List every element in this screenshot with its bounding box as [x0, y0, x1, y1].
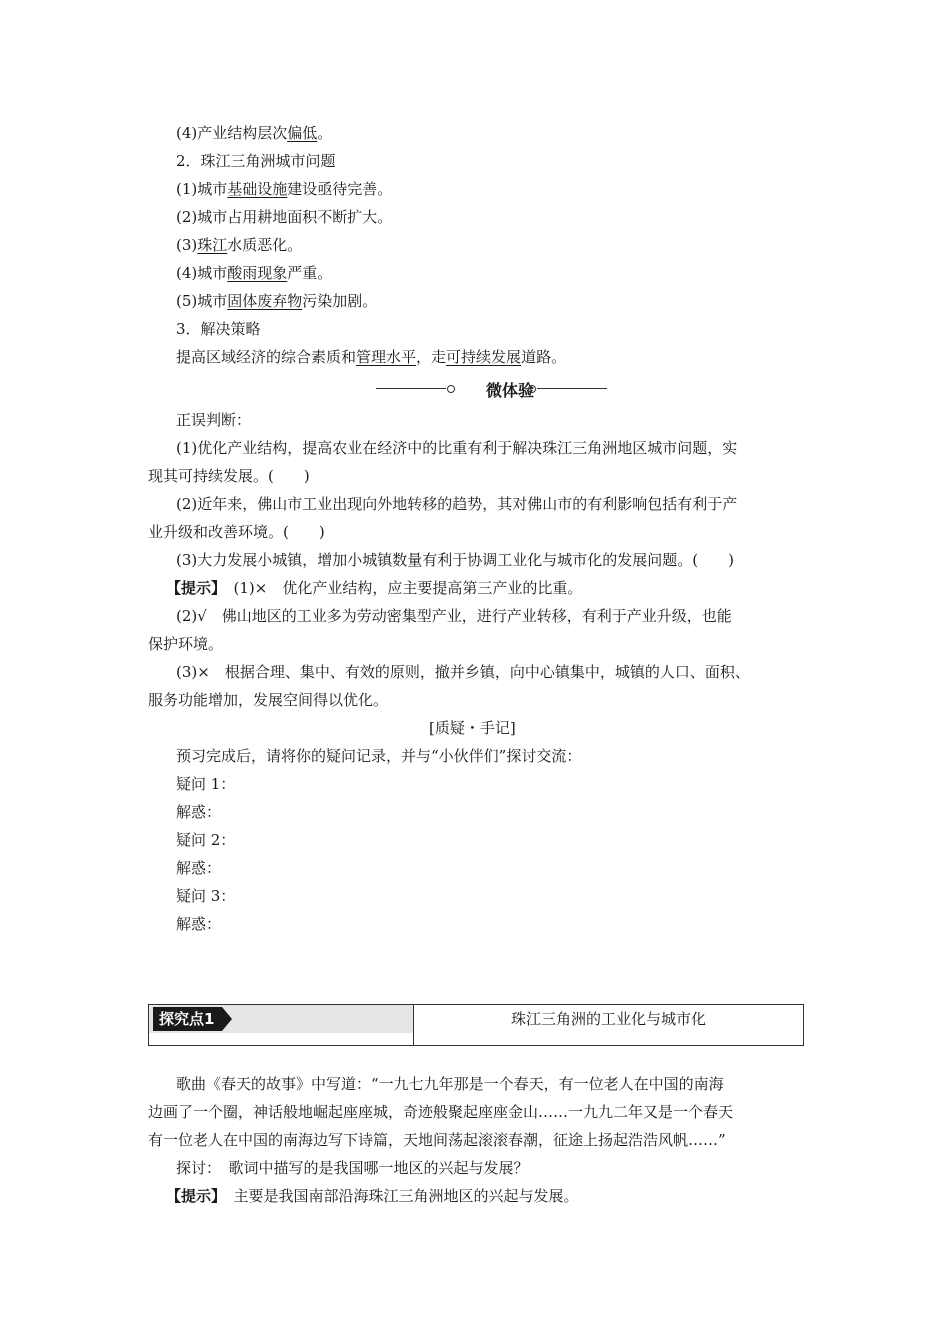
text: 污染加剧。: [302, 292, 378, 310]
text: 水质恶化。: [227, 236, 303, 254]
item-farmland: (2)城市占用耕地面积不断扩大。: [176, 208, 393, 226]
divider-dot-left: [447, 385, 455, 393]
discussion-hint: [166, 1186, 579, 1206]
lyrics-line-2: 边画了一个圈，神话般地崛起座座城，奇迹般聚起座座金山……一九九二年又是一个春天: [148, 1103, 734, 1121]
text: (4)城市: [176, 264, 228, 282]
item-water-quality: [176, 235, 302, 255]
question-2-line-1: (2)近年来，佛山市工业出现向外地转移的趋势，其对佛山市的有利影响包括有利于产: [176, 495, 738, 513]
answer-blank: 基础设施: [227, 180, 288, 198]
hint-label: 【提示】: [166, 579, 219, 597]
lyrics-line-1: 歌曲《春天的故事》中写道：“一九七九年那是一个春天，有一位老人在中国的南海: [176, 1075, 724, 1093]
lyrics-line-3: 有一位老人在中国的南海边写下诗篇，天地间荡起滚滚春潮，征途上扬起浩浩风帆……”: [148, 1131, 726, 1149]
hint-label: 【提示】: [166, 1187, 219, 1205]
discussion-question: 探讨： 歌词中描写的是我国哪一地区的兴起与发展？: [176, 1159, 529, 1177]
text: 主要是我国南部沿海珠江三角洲地区的兴起与发展。: [218, 1187, 579, 1205]
strategy-text: [176, 347, 566, 367]
answer-blank: 珠江: [197, 236, 228, 254]
text: ，走: [416, 348, 447, 366]
item-structure-level: [176, 123, 332, 143]
answer-blank: 管理水平: [356, 348, 417, 366]
answer-blank: 固体废弃物: [227, 292, 303, 310]
notes-intro: 预习完成后，请将你的疑问记录，并与“小伙伴们”探讨交流：: [176, 747, 582, 765]
hint-3-line-2: 服务功能增加，发展空间得以优化。: [148, 691, 389, 709]
question-1-label: 疑问 1：: [176, 775, 236, 793]
text: 严重。: [287, 264, 333, 282]
answer-1-label: 解惑：: [176, 803, 222, 821]
text: (1)× 优化产业结构，应主要提高第三产业的比重。: [218, 579, 583, 597]
answer-3-label: 解惑：: [176, 915, 222, 933]
divider-right: [537, 388, 607, 389]
question-2-label: 疑问 2：: [176, 831, 236, 849]
explore-label-area: [149, 1005, 413, 1033]
explore-point-header: [148, 1004, 804, 1046]
question-2-line-2: 业升级和改善环境。( ): [148, 523, 325, 541]
text: (3): [176, 236, 198, 254]
text: (1)城市: [176, 180, 228, 198]
item-solid-waste: [176, 291, 377, 311]
question-1-line-2: 现其可持续发展。( ): [148, 467, 310, 485]
explore-point-title: 珠江三角洲的工业化与城市化: [510, 1010, 706, 1028]
text: 。: [317, 124, 333, 142]
text: (4)产业结构层次: [176, 124, 288, 142]
answer-blank: 可持续发展: [446, 348, 522, 366]
explore-point-label: 探究点1: [153, 1007, 222, 1031]
question-3-label: 疑问 3：: [176, 887, 236, 905]
section-title-micro-experience: 微体验: [486, 381, 535, 400]
answer-blank: 酸雨现象: [227, 264, 288, 282]
hint-2-line-1: (2)√ 佛山地区的工业多为劳动密集型产业，进行产业转移，有利于产业升级，也能: [176, 607, 732, 625]
text: 提高区域经济的综合素质和: [176, 348, 357, 366]
text: (5)城市: [176, 292, 228, 310]
section-heading-urban-problems: 2．珠江三角洲城市问题: [176, 152, 336, 170]
judgement-intro: 正误判断：: [176, 411, 252, 429]
section-heading-strategy: 3．解决策略: [176, 320, 261, 338]
item-acid-rain: [176, 263, 332, 283]
divider-left: [376, 388, 446, 389]
notes-title: [质疑・手记]: [429, 719, 516, 737]
text: 道路。: [521, 348, 567, 366]
answer-2-label: 解惑：: [176, 859, 222, 877]
text: 建设亟待完善。: [287, 180, 393, 198]
question-1-line-1: (1)优化产业结构，提高农业在经济中的比重有利于解决珠江三角洲地区城市问题，实: [176, 439, 738, 457]
hint-1: [166, 578, 582, 598]
question-3: (3)大力发展小城镇，增加小城镇数量有利于协调工业化与城市化的发展问题。( ): [176, 551, 734, 569]
answer-blank: 偏低: [287, 124, 318, 142]
divider-dot-right: [528, 385, 536, 393]
hint-2-line-2: 保护环境。: [148, 635, 224, 653]
hint-3-line-1: (3)× 根据合理、集中、有效的原则，撤并乡镇，向中心镇集中，城镇的人口、面积、: [176, 663, 750, 681]
item-infrastructure: [176, 179, 392, 199]
